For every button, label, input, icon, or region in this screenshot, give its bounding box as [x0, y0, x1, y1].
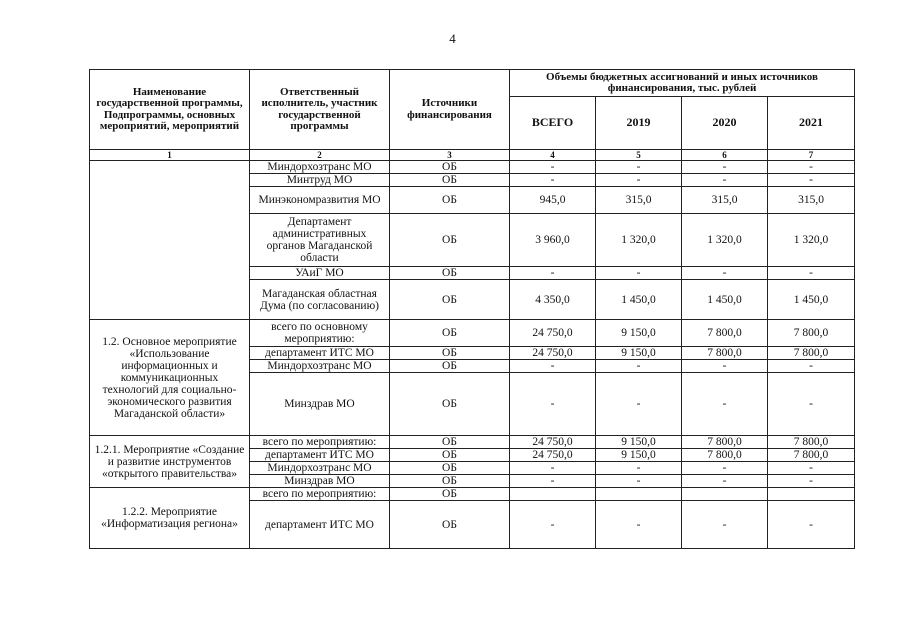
year-2021-cell: -	[768, 174, 855, 187]
year-2020-cell: -	[682, 475, 768, 488]
year-2019-cell: 9 150,0	[596, 436, 682, 449]
column-number: 7	[768, 150, 855, 161]
executor-cell: Минздрав МО	[250, 475, 390, 488]
source-cell: ОБ	[390, 320, 510, 347]
source-cell: ОБ	[390, 462, 510, 475]
executor-cell: Миндорхозтранс МО	[250, 462, 390, 475]
source-cell: ОБ	[390, 174, 510, 187]
year-2020-cell: -	[682, 462, 768, 475]
table-row	[90, 436, 855, 449]
executor-cell: Минэкономразвития МО	[250, 187, 390, 214]
year-2021-cell: -	[768, 475, 855, 488]
source-cell: ОБ	[390, 267, 510, 280]
year-2019-cell: -	[596, 360, 682, 373]
table-row	[90, 320, 855, 347]
source-cell: ОБ	[390, 373, 510, 436]
budget-table	[89, 69, 855, 549]
header-name: Наименование государственной программы, Подпрограммы, основных мероприятий, мероприятий	[90, 70, 250, 150]
total-cell: 24 750,0	[510, 320, 596, 347]
total-cell: -	[510, 360, 596, 373]
total-cell: 24 750,0	[510, 449, 596, 462]
program-name-cell: 1.2.2. Мероприятие «Информатизация региона»	[90, 488, 250, 549]
year-2020-cell: -	[682, 360, 768, 373]
year-2020-cell: -	[682, 267, 768, 280]
source-cell: ОБ	[390, 214, 510, 267]
header-total: ВСЕГО	[510, 97, 596, 150]
executor-cell: Миндорхозтранс МО	[250, 360, 390, 373]
year-2020-cell: 1 320,0	[682, 214, 768, 267]
source-cell: ОБ	[390, 449, 510, 462]
year-2021-cell: -	[768, 373, 855, 436]
year-2019-cell: -	[596, 462, 682, 475]
year-2021-cell: -	[768, 161, 855, 174]
year-2019-cell: 9 150,0	[596, 320, 682, 347]
executor-cell: всего по мероприятию:	[250, 488, 390, 501]
column-number: 6	[682, 150, 768, 161]
header-year-2020: 2020	[682, 97, 768, 150]
source-cell: ОБ	[390, 161, 510, 174]
year-2020-cell: -	[682, 501, 768, 549]
year-2019-cell: 1 320,0	[596, 214, 682, 267]
executor-cell: Минздрав МО	[250, 373, 390, 436]
executor-cell: Магаданская областная Дума (по согласованию)	[250, 280, 390, 320]
source-cell: ОБ	[390, 187, 510, 214]
year-2019-cell: -	[596, 267, 682, 280]
header-year-2021: 2021	[768, 97, 855, 150]
year-2020-cell: 7 800,0	[682, 436, 768, 449]
total-cell: 24 750,0	[510, 436, 596, 449]
year-2021-cell: -	[768, 462, 855, 475]
column-number: 1	[90, 150, 250, 161]
year-2019-cell: 9 150,0	[596, 449, 682, 462]
year-2021-cell: 1 450,0	[768, 280, 855, 320]
source-cell: ОБ	[390, 360, 510, 373]
source-cell: ОБ	[390, 475, 510, 488]
column-numbers-row	[90, 150, 855, 161]
total-cell: -	[510, 174, 596, 187]
year-2020-cell: 1 450,0	[682, 280, 768, 320]
total-cell: -	[510, 462, 596, 475]
year-2019-cell: -	[596, 174, 682, 187]
executor-cell: всего по основному мероприятию:	[250, 320, 390, 347]
year-2020-cell: 7 800,0	[682, 320, 768, 347]
year-2020-cell: 7 800,0	[682, 449, 768, 462]
year-2019-cell: 9 150,0	[596, 347, 682, 360]
total-cell	[510, 488, 596, 501]
source-cell: ОБ	[390, 436, 510, 449]
year-2019-cell: 315,0	[596, 187, 682, 214]
year-2021-cell: 315,0	[768, 187, 855, 214]
header-source: Источники финансирования	[390, 70, 510, 150]
page-number: 4	[449, 31, 456, 46]
header-executor: Ответственный исполнитель, участник государственной программы	[250, 70, 390, 150]
table-row	[90, 488, 855, 501]
total-cell: -	[510, 161, 596, 174]
column-number: 4	[510, 150, 596, 161]
executor-cell: Департамент административных органов Магаданской области	[250, 214, 390, 267]
year-2019-cell: 1 450,0	[596, 280, 682, 320]
executor-cell: Минтруд МО	[250, 174, 390, 187]
year-2021-cell: 7 800,0	[768, 449, 855, 462]
executor-cell: департамент ИТС МО	[250, 347, 390, 360]
executor-cell: УАиГ МО	[250, 267, 390, 280]
year-2021-cell: 7 800,0	[768, 347, 855, 360]
year-2021-cell: -	[768, 360, 855, 373]
year-2020-cell: -	[682, 174, 768, 187]
header-volume: Объемы бюджетных ассигнований и иных источников финансирования, тыс. рублей	[510, 70, 855, 97]
total-cell: 945,0	[510, 187, 596, 214]
year-2020-cell: -	[682, 373, 768, 436]
column-number: 5	[596, 150, 682, 161]
total-cell: 3 960,0	[510, 214, 596, 267]
total-cell: -	[510, 475, 596, 488]
column-number: 2	[250, 150, 390, 161]
executor-cell: Миндорхозтранс МО	[250, 161, 390, 174]
year-2019-cell: -	[596, 161, 682, 174]
program-name-cell	[90, 161, 250, 320]
source-cell: ОБ	[390, 488, 510, 501]
year-2019-cell: -	[596, 501, 682, 549]
year-2020-cell: 7 800,0	[682, 347, 768, 360]
program-name-cell: 1.2.1. Мероприятие «Создание и развитие инструментов «открытого правительства»	[90, 436, 250, 488]
year-2021-cell	[768, 488, 855, 501]
year-2021-cell: -	[768, 501, 855, 549]
year-2019-cell	[596, 488, 682, 501]
executor-cell: департамент ИТС МО	[250, 501, 390, 549]
table-row	[90, 161, 855, 174]
program-name-cell: 1.2. Основное мероприятие «Использование информационных и коммуникационных технологий для социально-экономического развития Магаданской области»	[90, 320, 250, 436]
total-cell: -	[510, 501, 596, 549]
year-2021-cell: 7 800,0	[768, 320, 855, 347]
total-cell: 4 350,0	[510, 280, 596, 320]
executor-cell: всего по мероприятию:	[250, 436, 390, 449]
executor-cell: департамент ИТС МО	[250, 449, 390, 462]
year-2020-cell	[682, 488, 768, 501]
total-cell: -	[510, 373, 596, 436]
year-2019-cell: -	[596, 373, 682, 436]
source-cell: ОБ	[390, 280, 510, 320]
total-cell: -	[510, 267, 596, 280]
year-2019-cell: -	[596, 475, 682, 488]
year-2021-cell: -	[768, 267, 855, 280]
year-2020-cell: 315,0	[682, 187, 768, 214]
total-cell: 24 750,0	[510, 347, 596, 360]
year-2020-cell: -	[682, 161, 768, 174]
column-number: 3	[390, 150, 510, 161]
source-cell: ОБ	[390, 501, 510, 549]
year-2021-cell: 1 320,0	[768, 214, 855, 267]
source-cell: ОБ	[390, 347, 510, 360]
header-year-2019: 2019	[596, 97, 682, 150]
year-2021-cell: 7 800,0	[768, 436, 855, 449]
